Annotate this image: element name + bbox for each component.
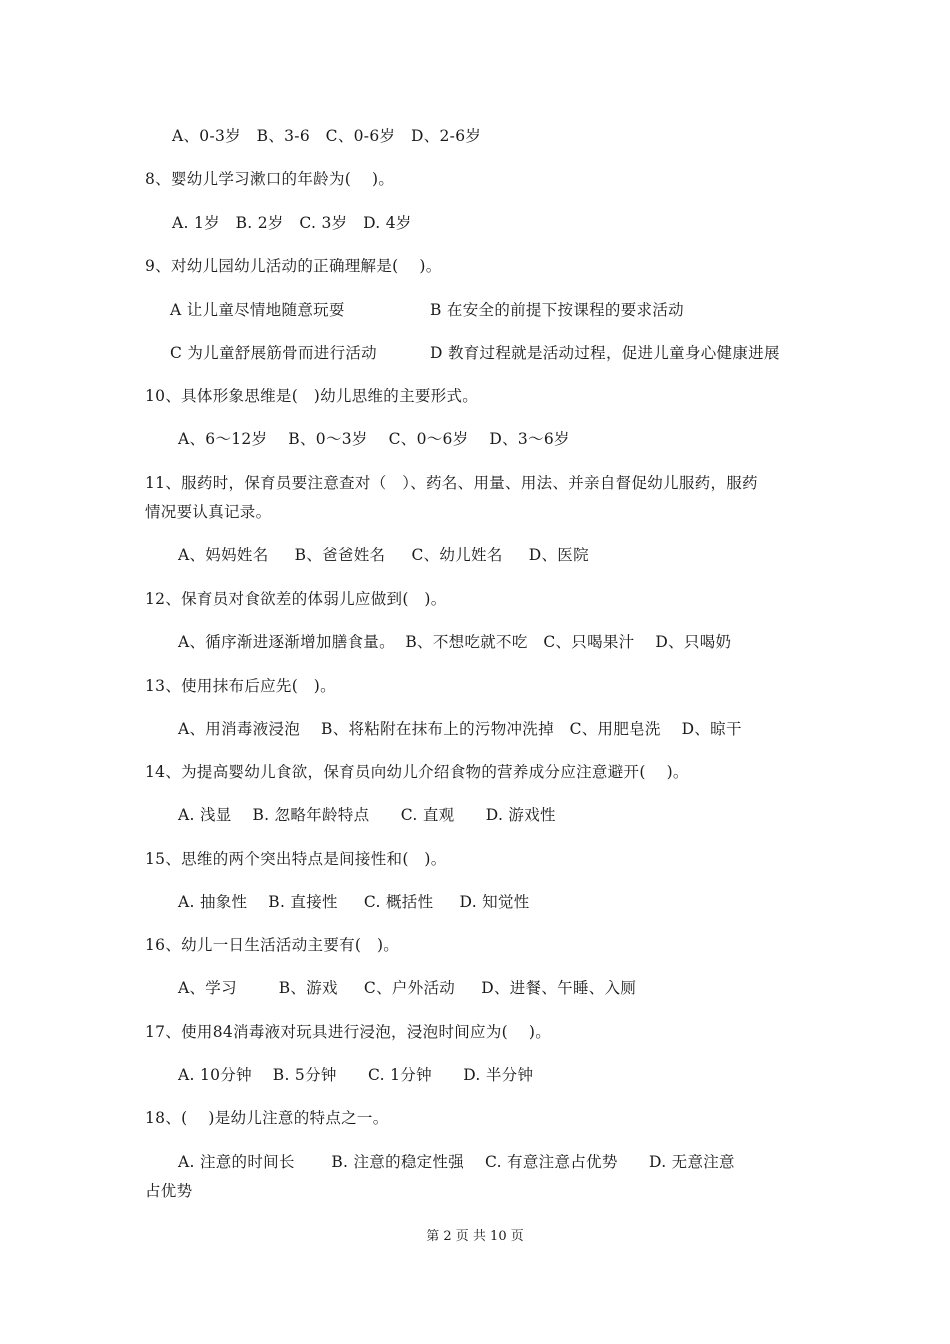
question-text: 17、使用84消毒液对玩具进行浸泡，浸泡时间应为( )。 <box>145 1023 552 1041</box>
answer-option: C 为儿童舒展筋骨而进行活动 <box>170 344 377 362</box>
answer-option: D 教育过程就是活动过程，促进儿童身心健康进展 <box>430 344 780 362</box>
question-text: 16、幼儿一日生活活动主要有( )。 <box>145 936 400 954</box>
question-text: 9、对幼儿园幼儿活动的正确理解是( )。 <box>145 257 442 275</box>
question-text: 13、使用抹布后应先( )。 <box>145 677 336 695</box>
question-text: 10、具体形象思维是( )幼儿思维的主要形式。 <box>145 387 479 405</box>
question-text: 12、保育员对食欲差的体弱儿应做到( )。 <box>145 590 447 608</box>
answer-options: A. 注意的时间长 B. 注意的稳定性强 C. 有意注意占优势 D. 无意注意 <box>178 1153 735 1171</box>
answer-options: A、0-3岁 B、3-6 C、0-6岁 D、2-6岁 <box>172 127 482 145</box>
answer-options: A、循序渐进逐渐增加膳食量。 B、不想吃就不吃 C、只喝果汁 D、只喝奶 <box>178 633 732 651</box>
page-footer: 第 2 页 共 10 页 <box>426 1229 524 1244</box>
answer-options: A、妈妈姓名 B、爸爸姓名 C、幼儿姓名 D、医院 <box>178 546 589 564</box>
question-text: 14、为提高婴幼儿食欲，保育员向幼儿介绍食物的营养成分应注意避开( )。 <box>145 763 689 781</box>
answer-option: B 在安全的前提下按课程的要求活动 <box>430 301 684 319</box>
answer-options: A. 1岁 B. 2岁 C. 3岁 D. 4岁 <box>172 214 412 232</box>
answer-options: A. 10分钟 B. 5分钟 C. 1分钟 D. 半分钟 <box>178 1066 534 1084</box>
text-continuation: 占优势 <box>145 1182 193 1200</box>
answer-options: A、6～12岁 B、0～3岁 C、0～6岁 D、3～6岁 <box>178 430 570 448</box>
question-text: 15、思维的两个突出特点是间接性和( )。 <box>145 850 447 868</box>
question-text: 8、婴幼儿学习漱口的年龄为( )。 <box>145 170 395 188</box>
answer-option: A 让儿童尽情地随意玩耍 <box>170 301 345 319</box>
answer-options: A. 浅显 B. 忽略年龄特点 C. 直观 D. 游戏性 <box>178 806 556 824</box>
question-text: 11、服药时，保育员要注意查对（ ）、药名、用量、用法、并亲自督促幼儿服药，服药 <box>145 474 758 492</box>
question-text: 18、( )是幼儿注意的特点之一。 <box>145 1109 389 1127</box>
answer-options: A、用消毒液浸泡 B、将粘附在抹布上的污物冲洗掉 C、用肥皂洗 D、晾干 <box>178 720 742 738</box>
text-continuation: 情况要认真记录。 <box>145 503 272 521</box>
answer-options: A、学习 B、游戏 C、户外活动 D、进餐、午睡、入厕 <box>178 979 637 997</box>
answer-options: A. 抽象性 B. 直接性 C. 概括性 D. 知觉性 <box>178 893 530 911</box>
